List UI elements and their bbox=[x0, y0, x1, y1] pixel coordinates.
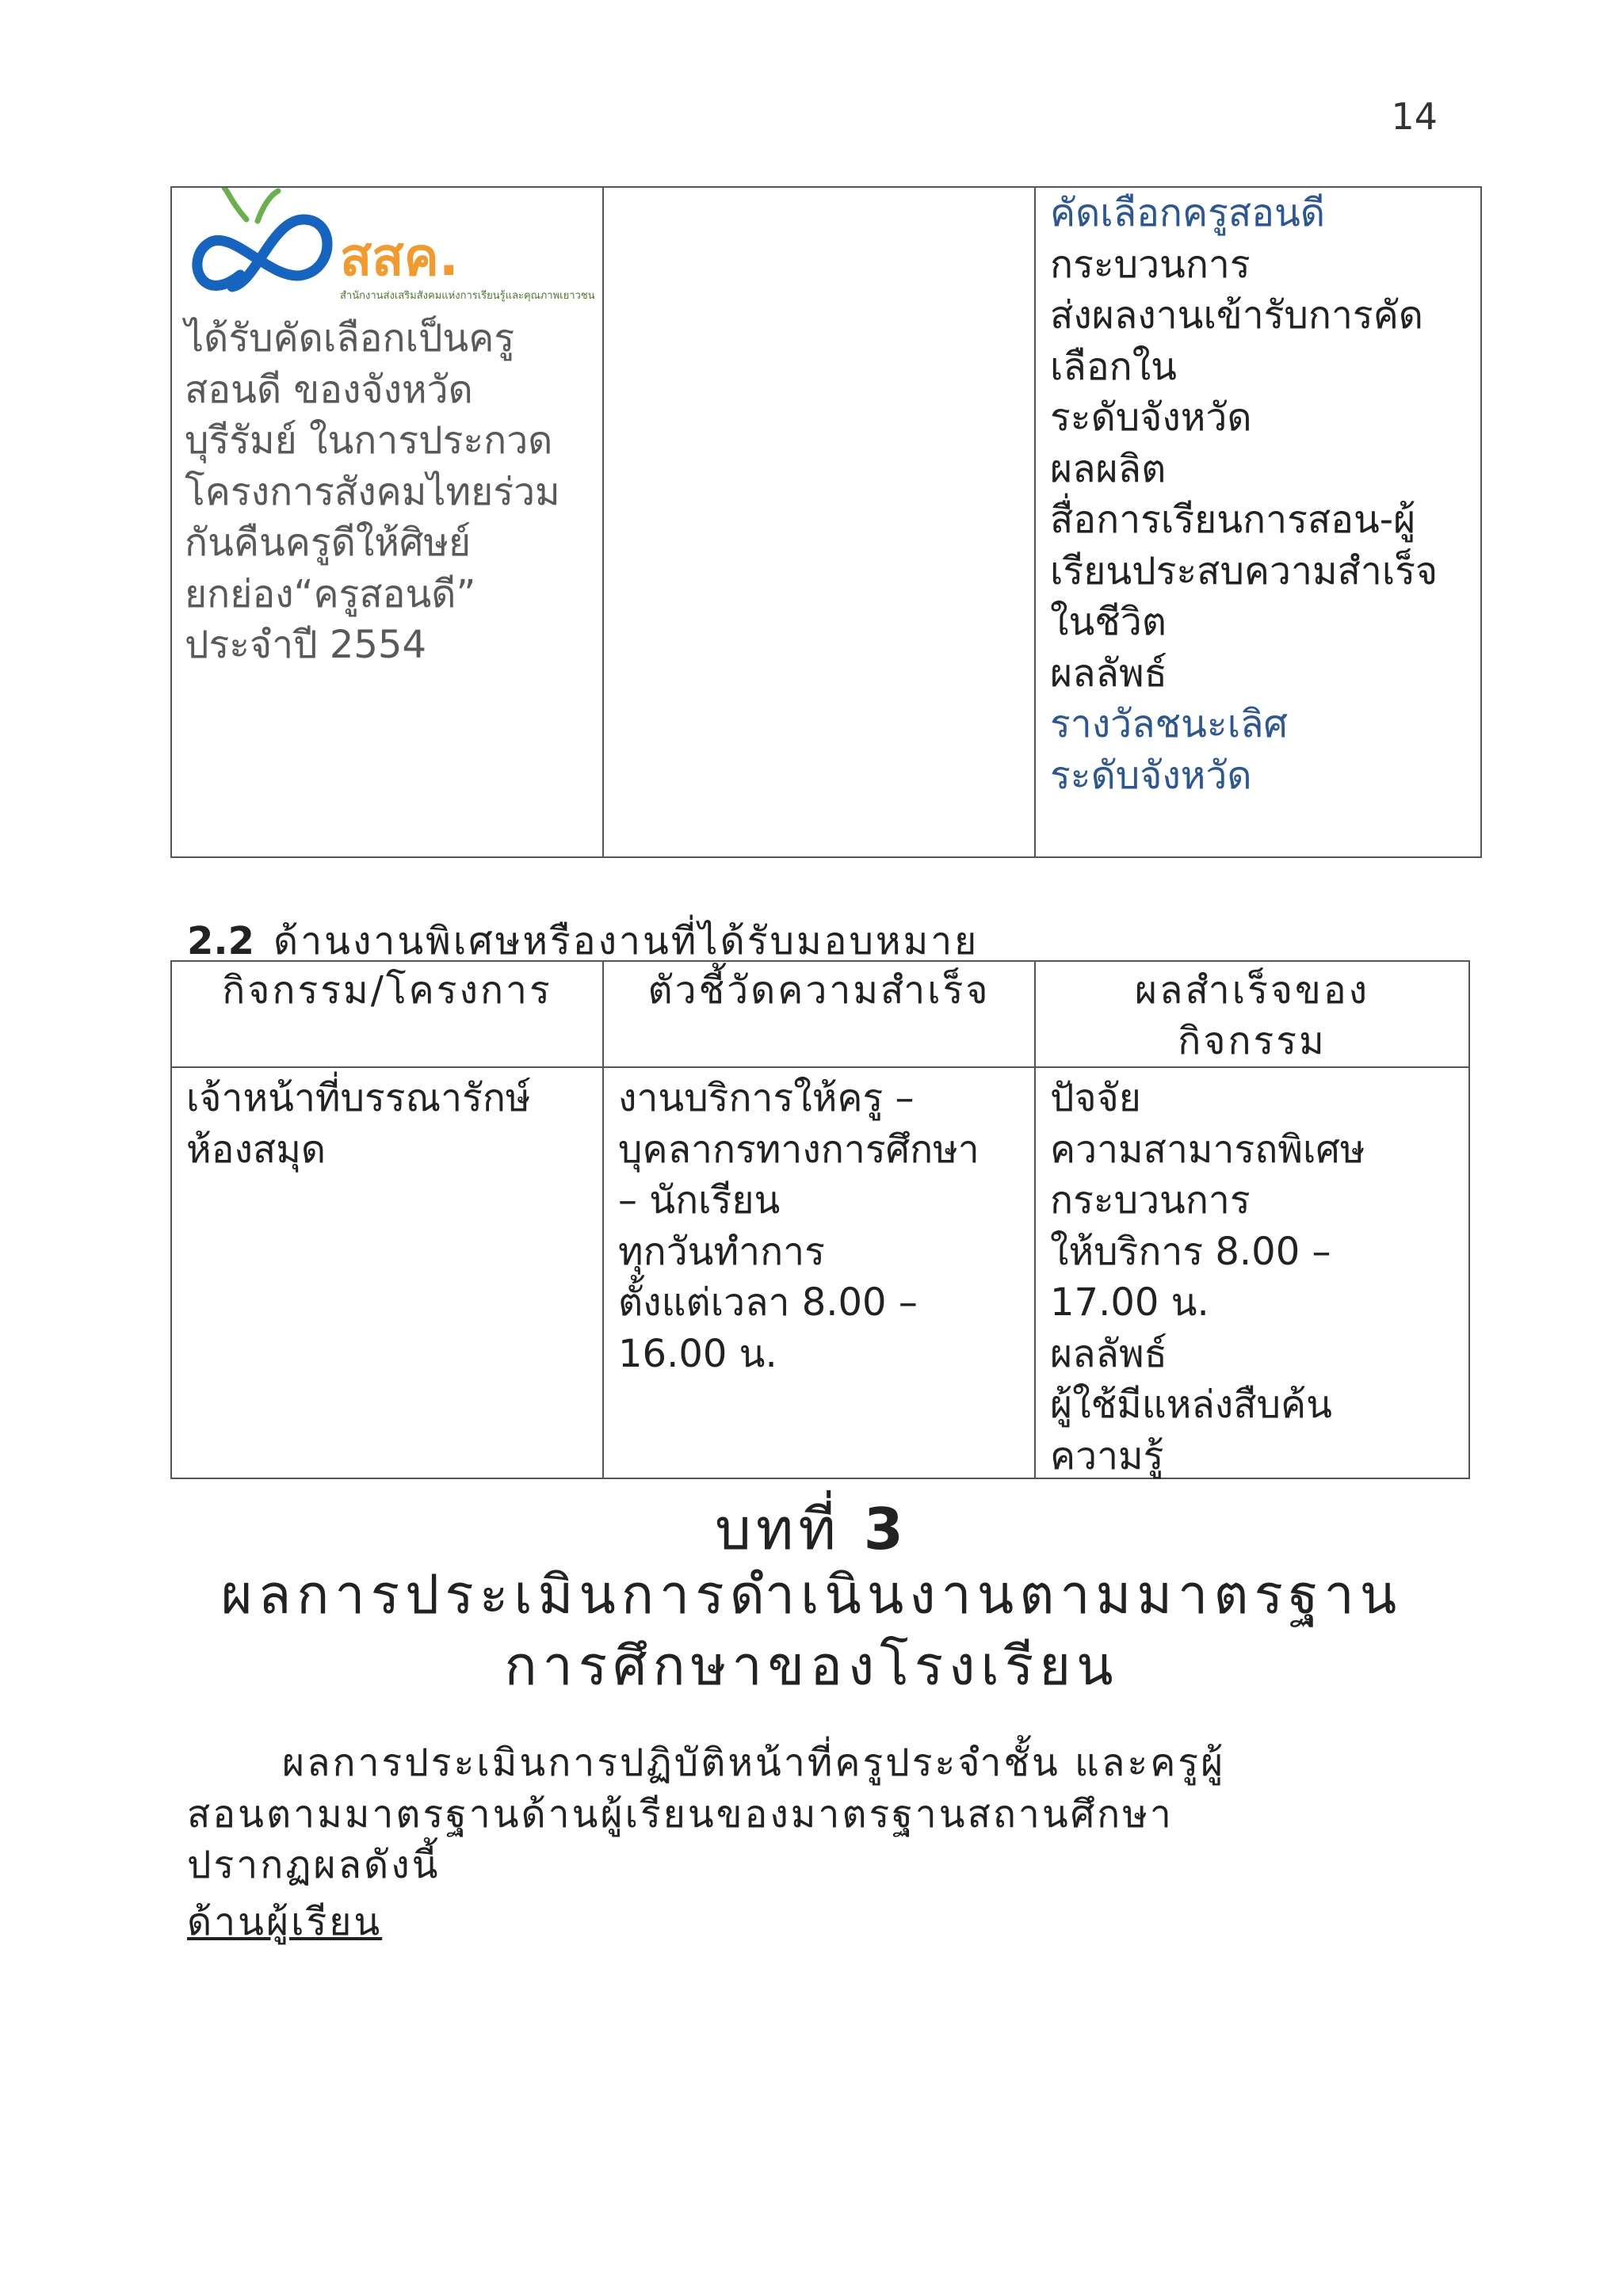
paragraph-line-1: ผลการประเมินการปฏิบัติหน้าที่ครูประจำชั้น และครูผู้ bbox=[282, 1741, 1226, 1785]
cell-activity: เจ้าหน้าที่บรรณารักษ์ ห้องสมุด bbox=[172, 1068, 604, 1478]
header-activity: กิจกรรม/โครงการ bbox=[172, 962, 604, 1066]
table-header-row bbox=[172, 962, 1468, 1068]
selection-title: คัดเลือกครูสอนดี bbox=[1050, 191, 1325, 235]
awards-table-col-1 bbox=[172, 188, 604, 856]
logo-subtext: สำนักงานส่งเสริมสังคมแห่งการเรียนรู้และคุณภาพเยาวชน bbox=[340, 290, 595, 302]
paragraph-line-3: ปรากฏผลดังนี้ bbox=[187, 1843, 441, 1887]
award-description: ได้รับคัดเลือกเป็นครู สอนดี ของจังหวัด บุรีรัมย์ ในการประกวด โครงการสังคมไทยร่วม กันคืนครูดีให้ศิษย์ ยกย่อง“ครูสอนดี” ประจำปี 2554 bbox=[185, 316, 560, 667]
special-tasks-table bbox=[170, 960, 1470, 1479]
award-result: รางวัลชนะเลิศ ระดับจังหวัด bbox=[1050, 702, 1288, 798]
awards-table-col-2 bbox=[604, 188, 1036, 856]
process-output-text: กระบวนการ ส่งผลงานเข้ารับการคัด เลือกใน ระดับจังหวัด ผลผลิต สื่อการเรียนการสอน-ผู้ เรียนประสบความสำเร็จ ในชีวิต ผลลัพธ์ bbox=[1050, 242, 1438, 696]
learner-subheading: ด้านผู้เรียน bbox=[187, 1900, 383, 1944]
awards-table bbox=[170, 186, 1482, 858]
chapter-title-line-2: การศึกษาของโรงเรียน bbox=[504, 1635, 1119, 1698]
section-title: ด้านงานพิเศษหรืองานที่ได้รับมอบหมาย bbox=[273, 919, 980, 963]
logo-text: สสค. bbox=[340, 227, 459, 288]
ssk-logo bbox=[185, 188, 603, 315]
page-number: 14 bbox=[1391, 95, 1438, 138]
intro-paragraph bbox=[187, 1737, 1423, 1891]
cell-result: ปัจจัย ความสามารถพิเศษ กระบวนการ ให้บริการ 8.00 – 17.00 น. ผลลัพธ์ ผู้ใช้มีแหล่งสืบค้น ความรู้ bbox=[1050, 1076, 1365, 1478]
awards-table-col-3 bbox=[1036, 188, 1480, 856]
chapter-title-line-1: ผลการประเมินการดำเนินงานตามมาตรฐาน bbox=[220, 1564, 1403, 1627]
header-indicator: ตัวชี้วัดความสำเร็จ bbox=[604, 962, 1036, 1066]
table-row bbox=[172, 1068, 1468, 1478]
cell-indicator: งานบริการให้ครู – บุคลากรทางการศึกษา – นักเรียน ทุกวันทำการ ตั้งแต่เวลา 8.00 – 16.00 น. bbox=[604, 1068, 1036, 1478]
header-result: ผลสำเร็จของ กิจกรรม bbox=[1134, 968, 1370, 1063]
paragraph-line-2: สอนตามมาตรฐานด้านผู้เรียนของมาตรฐานสถานศึกษา bbox=[187, 1791, 1174, 1836]
section-number: 2.2 bbox=[187, 919, 255, 963]
chapter-number: 3 bbox=[863, 1496, 908, 1562]
chapter-label: บทที่ bbox=[715, 1496, 841, 1562]
